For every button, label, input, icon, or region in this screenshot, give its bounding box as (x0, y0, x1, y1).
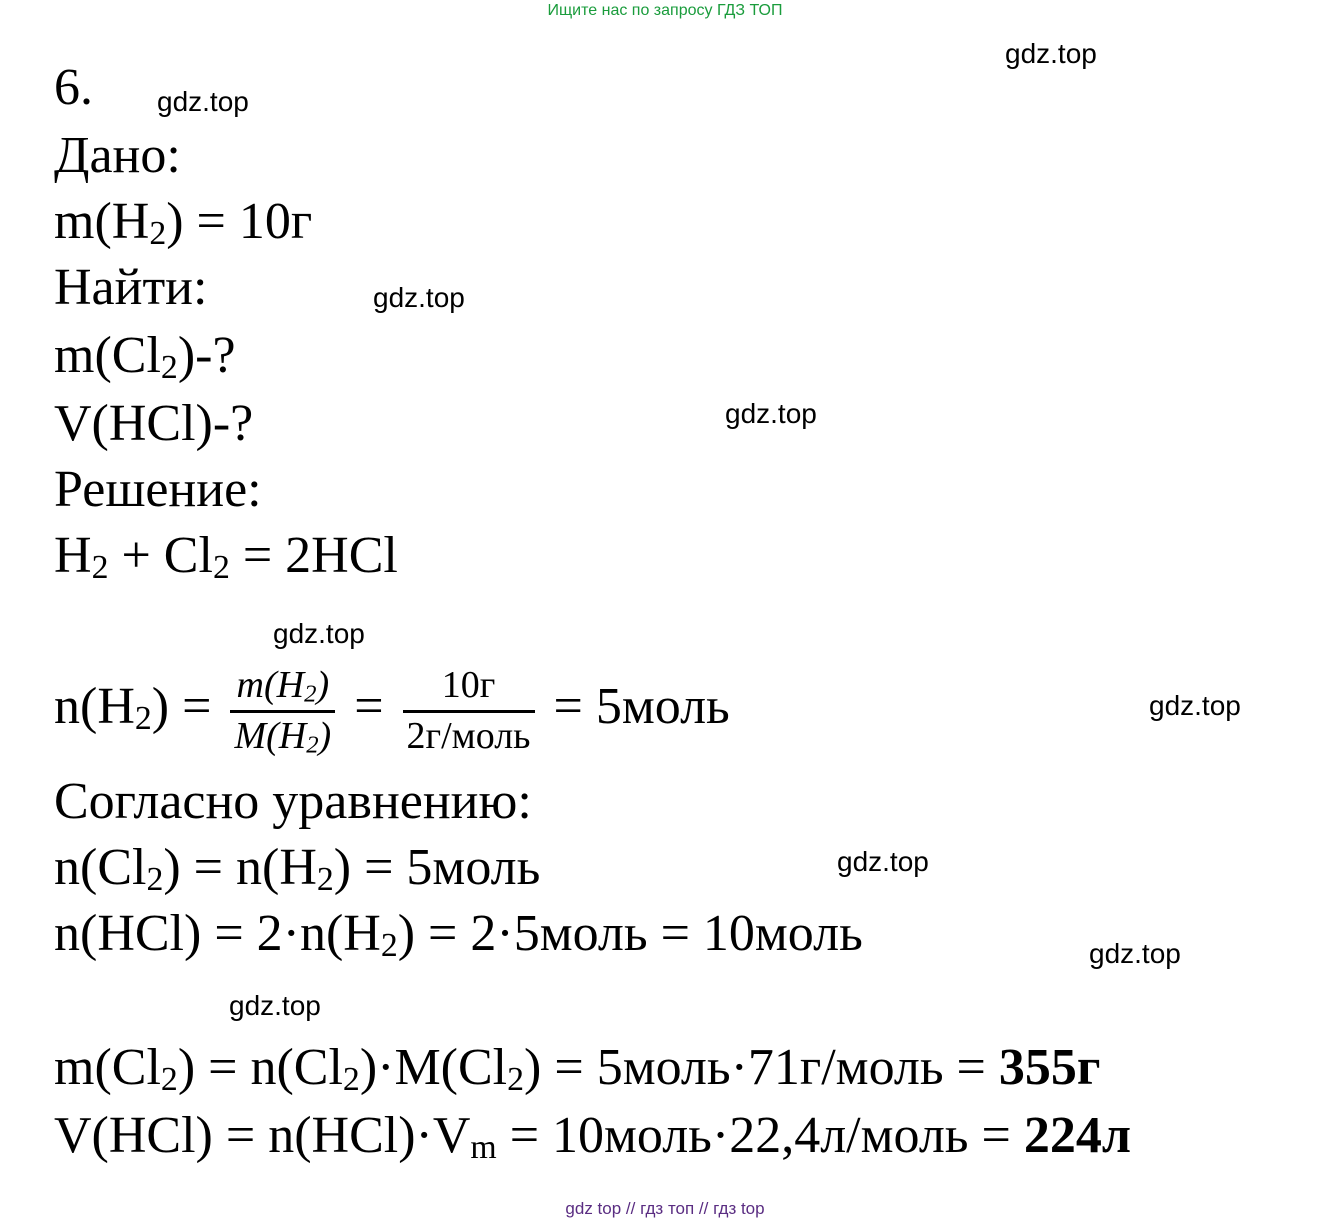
watermark: gdz.top (1089, 938, 1181, 969)
moles-cl2: $n(Cl_2) = n(H_2)$ = 5моль (54, 839, 541, 899)
mass-cl2-result: $m(Cl_2) = n(Cl_2)\cdot M(Cl_2)$ = 5моль·71г/моль = 355г (54, 1039, 1101, 1099)
task-number: 6. (54, 59, 93, 116)
watermark: gdz.top (837, 846, 929, 877)
given-mass-h2: $m(H_2) = 10г$ (54, 193, 313, 253)
volume-hcl-result: $V(HCl) = n(HCl)\cdot V_m$ = 10моль·22,4л/моль = 224л (54, 1107, 1132, 1167)
find-label: Найти: (54, 259, 208, 316)
fraction-values: $\frac{10г}{\text{2г/моль}}$ (403, 662, 535, 760)
watermark: gdz.top (725, 398, 817, 429)
answer-volume: 224л (1023, 1107, 1132, 1164)
watermark: gdz.top (229, 990, 321, 1021)
moles-h2-formula: $n(H_2)$ = $\frac{m(H_2)}{M(H_2)}$ = $\frac{10г}{\text{2г/моль}}$ = 5моль (54, 662, 730, 760)
answer-mass: 355г (998, 1039, 1101, 1096)
find-volume-hcl: V(HCl)-? (54, 395, 254, 452)
watermark: gdz.top (1149, 690, 1241, 721)
watermark: gdz.top (157, 86, 249, 117)
footer: gdz top // гдз топ // гдз top (565, 1199, 765, 1218)
watermark: gdz.top (373, 282, 465, 313)
find-mass-cl2: $m(Cl_2)-$? (54, 327, 236, 387)
watermark: gdz.top (273, 618, 365, 649)
moles-hcl: $n(HCl) = 2\cdot n(H_2)$ = 2·5моль = 10моль (54, 905, 863, 965)
top-banner: Ищите нас по запросу ГДЗ ТОП (547, 2, 783, 19)
fraction-mass-over-molar-mass: $\frac{m(H_2)}{M(H_2)}$ (230, 662, 335, 760)
reaction-equation: $H_2 + Cl_2 = 2HCl$ (54, 527, 398, 587)
solution-label: Решение: (54, 461, 262, 518)
watermark: gdz.top (1005, 38, 1097, 69)
given-label: Дано: (54, 127, 181, 184)
according-label: Согласно уравнению: (54, 773, 532, 830)
